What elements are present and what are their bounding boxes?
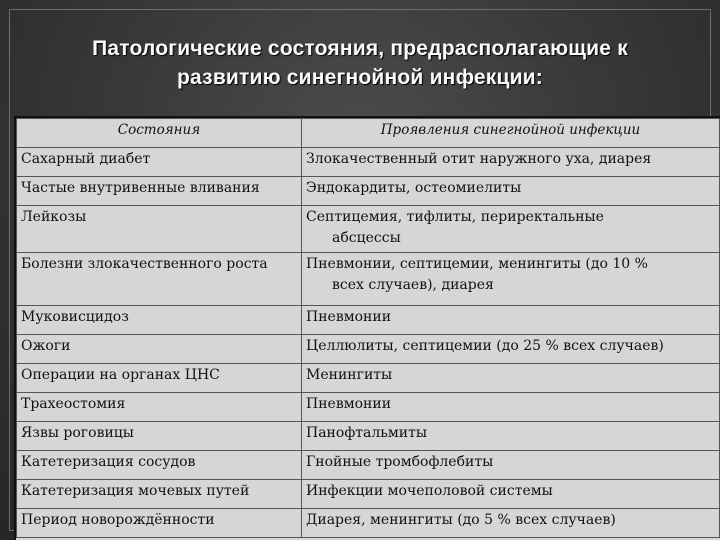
table-row [17, 364, 720, 393]
slide-title-line-1: Патологические состояния, предрасполагающие к [92, 37, 628, 60]
table-row [17, 393, 720, 422]
condition-cell: Язвы роговицы [17, 422, 302, 451]
manifestation-cell: Диарея, менингиты (до 5 % всех случаев) [302, 509, 720, 538]
condition-cell: Лейкозы [17, 206, 302, 253]
condition-cell: Операции на органах ЦНС [17, 364, 302, 393]
table-row [17, 422, 720, 451]
manifestation-cell: Инфекции мочеполовой системы [302, 480, 720, 509]
manifestation-line: Септицемия, тифлиты, периректальные [306, 209, 604, 225]
condition-cell: Частые внутривенные вливания [17, 177, 302, 206]
manifestation-cell: Злокачественный отит наружного уха, диарея [302, 148, 720, 177]
table-row [17, 253, 720, 306]
header-manifestations: Проявления синегнойной инфекции [302, 119, 720, 148]
condition-cell: Катетеризация мочевых путей [17, 480, 302, 509]
slide-title [20, 34, 700, 92]
condition-cell: Ожоги [17, 335, 302, 364]
manifestation-cell [302, 253, 720, 306]
condition-cell: Сахарный диабет [17, 148, 302, 177]
table-row [17, 306, 720, 335]
table-row [17, 206, 720, 253]
condition-cell: Муковисцидоз [17, 306, 302, 335]
manifestation-line: Пневмонии, септицемии, менингиты (до 10 % [306, 256, 648, 272]
conditions-table [16, 118, 720, 538]
condition-cell: Катетеризация сосудов [17, 451, 302, 480]
condition-cell: Трахеостомия [17, 393, 302, 422]
table-row [17, 148, 720, 177]
manifestation-cell: Менингиты [302, 364, 720, 393]
slide-title-line-2: развитию синегнойной инфекции: [177, 66, 543, 89]
manifestation-cell: Панофтальмиты [302, 422, 720, 451]
manifestation-cell: Гнойные тромбофлебиты [302, 451, 720, 480]
header-conditions: Состояния [17, 119, 302, 148]
manifestation-cell: Пневмонии [302, 306, 720, 335]
condition-cell: Болезни злокачественного роста [17, 253, 302, 306]
manifestation-line-continued: абсцессы [332, 230, 401, 246]
table-row [17, 335, 720, 364]
manifestation-cell: Пневмонии [302, 393, 720, 422]
table-row [17, 480, 720, 509]
table-row [17, 509, 720, 538]
conditions-table-container [14, 116, 720, 540]
manifestation-line-continued: всех случаев), диарея [332, 277, 494, 293]
table-row [17, 451, 720, 480]
manifestation-cell [302, 206, 720, 253]
table-header-row [17, 119, 720, 148]
condition-cell: Период новорождённости [17, 509, 302, 538]
manifestation-cell: Целлюлиты, септицемии (до 25 % всех случаев) [302, 335, 720, 364]
manifestation-cell: Эндокардиты, остеомиелиты [302, 177, 720, 206]
table-row [17, 177, 720, 206]
